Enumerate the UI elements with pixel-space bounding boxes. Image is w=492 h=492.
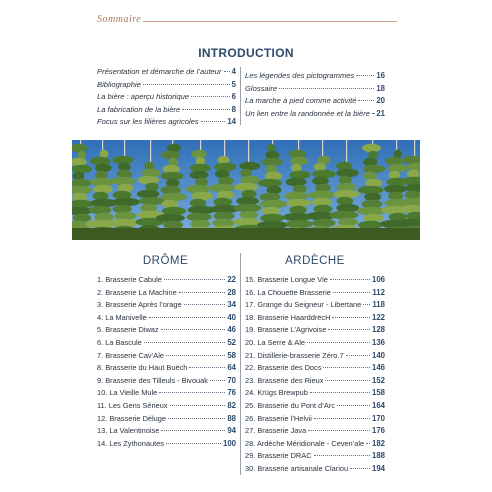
toc-entry-page: 152 [371, 375, 385, 385]
dot-leader [182, 109, 229, 110]
hop-foliage [258, 179, 282, 187]
hop-foliage [209, 184, 235, 192]
toc-entry-label: 10. La Vieille Mule [97, 388, 158, 398]
dot-leader [307, 342, 370, 343]
hop-foliage [312, 219, 335, 227]
toc-entry [245, 312, 385, 325]
toc-entry-label: Présentation et démarche de l’auteur [97, 67, 222, 76]
column-divider [240, 253, 241, 475]
hop-foliage [260, 200, 288, 208]
hop-foliage [388, 164, 408, 172]
hop-foliage [191, 192, 213, 200]
dot-leader [356, 75, 374, 76]
toc-entry [97, 387, 236, 400]
toc-entry-page: 182 [371, 438, 385, 448]
dot-leader [149, 317, 226, 318]
toc-entry-page: 20 [376, 96, 385, 106]
hop-foliage [137, 176, 159, 184]
hop-foliage [217, 191, 235, 199]
hop-foliage [286, 178, 307, 186]
toc-entry [245, 425, 385, 438]
toc-entry-page: 70 [227, 375, 236, 385]
toc-entry [245, 108, 385, 121]
hop-foliage [214, 163, 236, 171]
toc-entry [245, 375, 385, 388]
toc-entry [97, 324, 236, 337]
toc-entry [245, 362, 385, 375]
dot-leader [191, 96, 230, 97]
toc-entry-label: La bière : aperçu historique [97, 92, 190, 102]
hop-foliage [139, 197, 165, 205]
toc-entry-label: 29. Brasserie DRAC [245, 451, 312, 461]
toc-entry-label: 30. Brasserie artisanale Clariou [245, 463, 349, 473]
toc-entry [245, 463, 385, 476]
ardeche-list [245, 274, 385, 476]
dot-leader [333, 292, 371, 293]
dot-leader [166, 355, 225, 356]
toc-entry [245, 413, 385, 426]
hop-foliage [142, 169, 161, 177]
toc-entry-page: 106 [371, 275, 385, 284]
toc-entry-label: 15. Brasserie Longue Vie [245, 275, 328, 284]
dot-leader [350, 468, 370, 469]
dot-leader [308, 430, 370, 431]
dot-leader [314, 455, 370, 456]
dot-leader [179, 292, 226, 293]
hop-foliage [312, 170, 335, 178]
toc-entry-page: 122 [371, 312, 385, 322]
toc-entry-page: 82 [227, 400, 236, 410]
dot-leader [372, 113, 374, 114]
toc-entry-page: 164 [371, 400, 385, 410]
hop-foliage [234, 183, 258, 191]
toc-entry-label: 18. Brasserie HaarddrëcH [245, 312, 331, 322]
dot-leader [224, 71, 230, 72]
toc-entry-label: Bibliographie [97, 79, 141, 89]
toc-entry-label: 5. Brasserie Diwaz [97, 325, 159, 335]
hop-foliage [363, 165, 385, 173]
toc-entry-label: 7. Brasserie Cav’Ale [97, 350, 164, 360]
toc-entry [97, 438, 236, 451]
toc-entry-page: 140 [371, 350, 385, 360]
toc-entry [245, 83, 385, 96]
toc-entry [97, 116, 236, 129]
toc-entry-page: 194 [371, 463, 385, 473]
toc-entry-page: 34 [227, 300, 236, 310]
ardeche-title: ARDÈCHE [285, 255, 345, 267]
toc-entry [97, 104, 236, 117]
dot-leader [332, 317, 370, 318]
toc-entry-label: 13. La Valentinoise [97, 426, 160, 436]
toc-entry-label: 4. La Manivelle [97, 312, 147, 322]
toc-entry [97, 274, 236, 287]
toc-entry [245, 299, 385, 312]
hop-foliage [239, 162, 260, 170]
toc-entry-page: 18 [376, 83, 385, 93]
dot-leader [323, 367, 370, 368]
toc-entry-page: 16 [376, 71, 385, 80]
toc-entry [245, 95, 385, 108]
toc-entry [97, 425, 236, 438]
toc-entry-label: 2. Brasserie La Machine [97, 287, 177, 297]
toc-entry-page: 21 [376, 108, 385, 118]
dot-leader [310, 392, 370, 393]
toc-entry-label: Les légendes des pictogrammes [245, 71, 355, 80]
toc-entry-page: 88 [227, 413, 236, 423]
toc-entry-label: 11. Les Gens Sérieux [97, 400, 168, 410]
toc-entry-label: 19. Brasserie L’Agrivoise [245, 325, 327, 335]
toc-entry-label: 3. Brasserie Après l’orage [97, 300, 182, 310]
toc-entry-label: 24. Krügs Brewpub [245, 388, 308, 398]
page-header [97, 14, 397, 28]
toc-entry-page: 128 [371, 325, 385, 335]
toc-entry-page: 58 [227, 350, 236, 360]
toc-entry [245, 350, 385, 363]
toc-entry-label: 1. Brasserie Cabule [97, 275, 162, 284]
toc-entry [245, 70, 385, 83]
dot-leader [330, 279, 370, 280]
toc-entry-page: 170 [371, 413, 385, 423]
toc-entry [97, 362, 236, 375]
toc-entry-page: 112 [372, 287, 385, 297]
toc-entry [245, 400, 385, 413]
dot-leader [161, 430, 225, 431]
header-title: Sommaire [97, 14, 142, 25]
toc-entry-page: 28 [227, 287, 236, 297]
hop-foliage [137, 190, 160, 198]
toc-entry-label: 23. Brasserie des Rieux [245, 375, 324, 385]
toc-entry [245, 324, 385, 337]
hop-foliage [112, 198, 140, 206]
dot-leader [363, 304, 370, 305]
toc-entry-label: Glossaire [245, 83, 278, 93]
toc-entry [97, 79, 236, 92]
toc-entry-page: 8 [231, 104, 236, 114]
hop-foliage [191, 150, 207, 158]
dot-leader [143, 84, 230, 85]
toc-entry-label: 25. Brasserie du Pont d’Arc [245, 400, 335, 410]
toc-entry [245, 337, 385, 350]
toc-entry-page: 100 [222, 438, 236, 448]
hop-foliage [329, 211, 358, 219]
toc-entry [245, 450, 385, 463]
drome-list [97, 274, 236, 450]
header-rule [143, 21, 397, 22]
hop-foliage [186, 185, 210, 193]
toc-entry-page: 40 [227, 312, 236, 322]
dot-leader [210, 380, 225, 381]
toc-entry-label: 28. Ardèche Méridionale - Ceven’ale [245, 438, 365, 448]
dot-leader [358, 100, 374, 101]
dot-leader [328, 329, 370, 330]
toc-entry [97, 400, 236, 413]
ground [72, 228, 420, 240]
hop-foliage [95, 164, 112, 172]
hop-foliage [111, 177, 135, 185]
toc-entry [245, 438, 385, 451]
hop-foliage [336, 169, 359, 177]
toc-entry [97, 287, 236, 300]
introduction-list-left [97, 66, 236, 129]
toc-entry [97, 299, 236, 312]
dot-leader [366, 443, 370, 444]
toc-entry-label: 16. La Chouette Brasserie [245, 287, 331, 297]
toc-entry [97, 375, 236, 388]
dot-leader [166, 443, 221, 444]
toc-entry [97, 413, 236, 426]
dot-leader [168, 418, 225, 419]
toc-entry-page: 94 [227, 426, 236, 436]
hop-foliage [161, 151, 180, 159]
hop-foliage [156, 214, 185, 222]
dot-leader [346, 355, 370, 356]
dot-leader [164, 279, 225, 280]
toc-entry-page: 176 [371, 426, 385, 436]
hop-field-illustration [72, 140, 420, 240]
toc-entry-page: 22 [227, 275, 236, 284]
hop-foliage [286, 220, 314, 228]
toc-entry [97, 312, 236, 325]
dot-leader [161, 329, 226, 330]
toc-entry-page: 46 [227, 325, 236, 335]
dot-leader [170, 405, 226, 406]
toc-entry-page: 76 [227, 388, 236, 398]
toc-entry-label: 6. La Bascule [97, 337, 142, 347]
dot-leader [279, 88, 374, 89]
hop-foliage [90, 157, 110, 165]
toc-entry-page: 118 [372, 300, 385, 310]
toc-entry-label: 22. Brasserie des Docs [245, 363, 322, 373]
dot-leader [159, 392, 225, 393]
toc-entry-label: Focus sur les filières agricoles [97, 117, 199, 127]
toc-entry-page: 136 [371, 337, 385, 347]
toc-entry-page: 52 [227, 337, 236, 347]
toc-entry-page: 146 [371, 363, 385, 373]
hop-foliage [161, 193, 187, 201]
hop-field-photo [72, 140, 420, 240]
toc-entry [245, 274, 385, 287]
toc-entry [97, 91, 236, 104]
hop-foliage [88, 206, 111, 214]
toc-entry-label: 20. La Serre & Ale [245, 337, 305, 347]
dot-leader [337, 405, 370, 406]
toc-entry [97, 66, 236, 79]
introduction-divider [240, 67, 241, 125]
toc-entry-label: 8. Brasserie du Haut Buëch [97, 363, 188, 373]
hop-foliage [72, 165, 92, 173]
dot-leader [144, 342, 226, 343]
introduction-title: INTRODUCTION [198, 46, 294, 60]
toc-entry-label: 21. Distillerie-brasserie Zéro.7 [245, 350, 344, 360]
toc-entry-page: 5 [231, 79, 236, 89]
toc-entry-label: 14. Les Zythonautes [97, 438, 164, 448]
toc-entry-page: 188 [371, 451, 385, 461]
hop-foliage [289, 171, 310, 179]
toc-entry-label: La fabrication de la bière [97, 104, 181, 114]
toc-entry-label: 26. Brasserie l’Helvii [245, 413, 312, 423]
hop-foliage [362, 144, 381, 152]
hop-foliage [290, 157, 308, 165]
toc-entry-page: 14 [227, 117, 236, 127]
hop-foliage [312, 177, 329, 185]
toc-entry [97, 350, 236, 363]
dot-leader [189, 367, 225, 368]
toc-entry-label: La marche à pied comme activité [245, 96, 357, 106]
drome-title: DRÔME [142, 255, 189, 267]
dot-leader [201, 121, 226, 122]
hop-foliage [113, 205, 132, 213]
dot-leader [325, 380, 370, 381]
toc-entry-page: 6 [231, 92, 236, 102]
dot-leader [184, 304, 226, 305]
toc-entry [245, 387, 385, 400]
toc-entry-label: 12. Brasserie Déluge [97, 413, 167, 423]
toc-entry-page: 158 [371, 388, 385, 398]
toc-entry-page: 64 [227, 363, 236, 373]
toc-entry-page: 4 [231, 67, 236, 76]
introduction-list-right [245, 70, 385, 120]
toc-entry-label: 9. Brasserie des Tilleuls - Bivouak [97, 375, 208, 385]
hop-foliage [240, 176, 259, 184]
toc-entry-label: Un lien entre la randonnée et la bière [245, 108, 370, 118]
dot-leader [314, 418, 370, 419]
toc-entry-label: 27. Brasserie Java [245, 426, 307, 436]
toc-entry-label: 17. Grange du Seigneur - Libertane [245, 300, 362, 310]
hop-foliage [93, 185, 113, 193]
toc-entry [97, 337, 236, 350]
hop-foliage [190, 171, 209, 179]
toc-entry [245, 287, 385, 300]
